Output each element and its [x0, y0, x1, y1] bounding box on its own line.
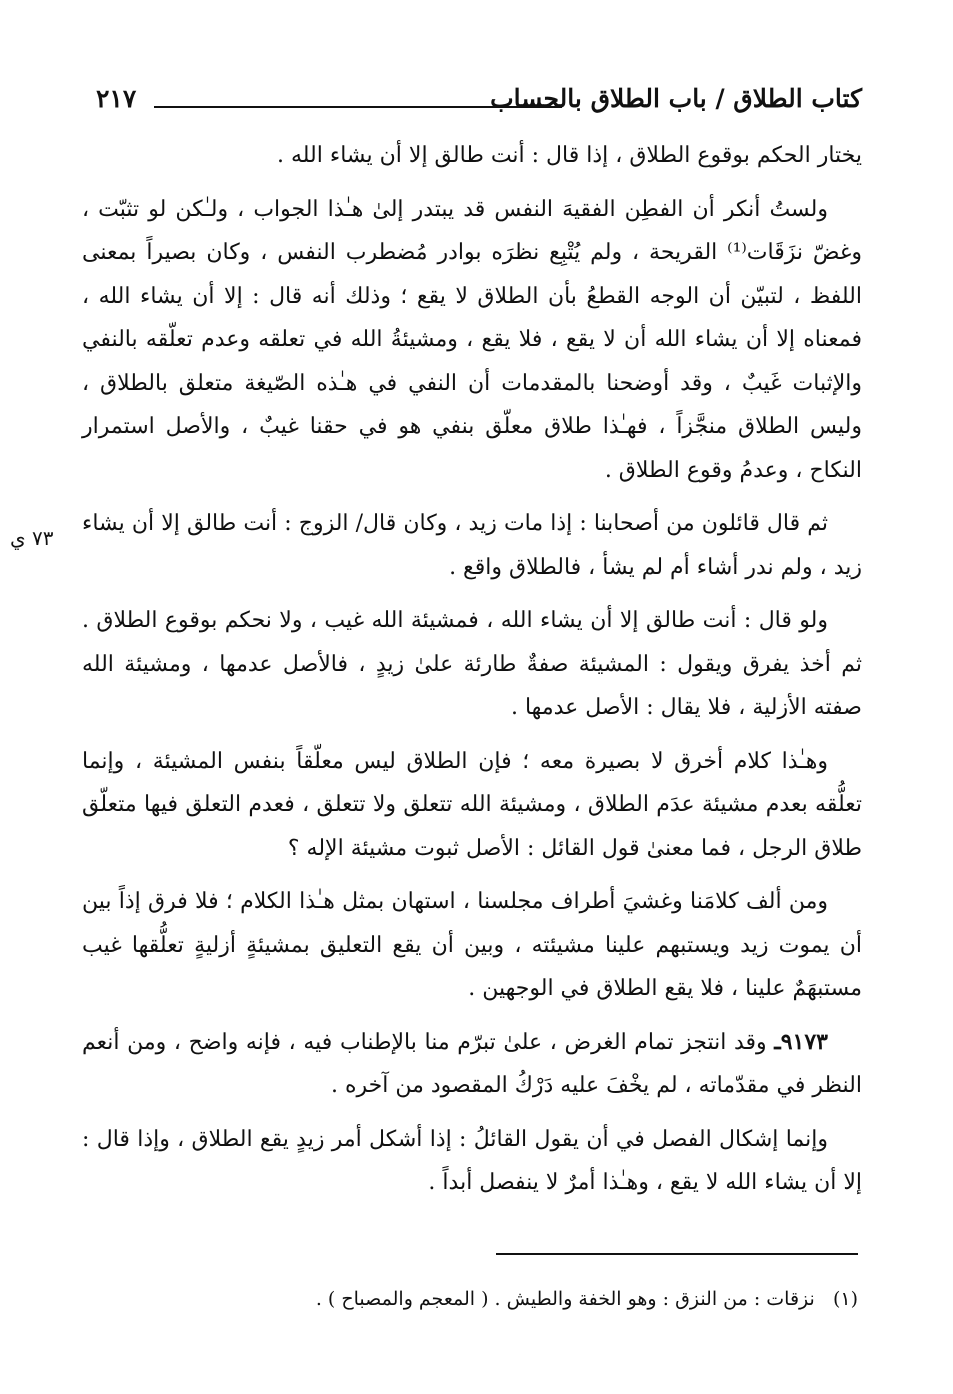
- paragraph: ولو قال : أنت طالق إلا أن يشاء الله ، فمشيئة الله غيب ، ولا نحكم بوقوع الطلاق . ثم أخذ يفرق ويقول : المشيئة صفةٌ طارئة علىٰ زيدٍ ، فالأصل عدمها ، ومشيئة الله صفته الأزلية ، فلا يقال : الأصل عدمها .: [82, 608, 862, 720]
- footnote-marker: (١): [832, 1288, 858, 1310]
- paragraph-text: وقد انتجز تمام الغرض ، علىٰ تبرّم منا بالإطناب فيه ، فإنه واضح ، ومن أنعم النظر في مقدّماته ، لم يخْفَ عليه دَرْكُ المقصود من آخره .: [82, 1029, 862, 1098]
- footnote: [78, 1285, 858, 1313]
- margin-marker: ٧٣ ي: [10, 526, 54, 550]
- paragraph-number: ٩١٧٣ـ: [774, 1028, 828, 1055]
- footnote-rule: [496, 1253, 858, 1255]
- paragraph: ومن ألف كلامَنا وغشيَ أطراف مجلسنا ، استهان بمثل هـٰذا الكلام ؛ فلا فرق إذاً بين أن يموت زيد ويستبهم علينا مشيئته ، وبين أن يقع التعليق بمشيئةٍ أزليةٍ تعلُّقها غيب مستبهَمٌ علينا ، فلا يقع الطلاق في الوجهين .: [82, 889, 863, 1001]
- main-text: [82, 134, 862, 1215]
- paragraph: وهـٰذا كلام أخرق لا بصيرة معه ؛ فإن الطلاق ليس معلّقاً بنفس المشيئة ، وإنما تعلُّقه بعدم مشيئة عدَم الطلاق ، ومشيئة الله تتعلق ولا تتعلق ، فعدم التعلق فيها متعلّق طلاق الرجل ، فما معنىٰ قول القائل : الأصل ثبوت مشيئة الإله ؟: [82, 748, 862, 861]
- paragraph: يختار الحكم بوقوع الطلاق ، إذا قال : أنت طالق إلا أن يشاء الله .: [276, 143, 862, 168]
- footnote-text: نزقات : من النزق : وهو الخفة والطيش . ( المعجم والمصباح ) .: [315, 1288, 815, 1310]
- header-rule: [154, 106, 562, 108]
- page-header: [96, 84, 862, 124]
- paragraph: ثم قال قائلون من أصحابنا : إذا مات زيد ، وكان قال/ الزوج : أنت طالق إلا أن يشاء زيد ، ولم ندر أشاء أم لم يشأ ، فالطلاق واقع .: [82, 511, 862, 580]
- header-title: كتاب الطلاق / باب الطلاق بالحساب: [490, 84, 862, 113]
- numbered-paragraph: [82, 1021, 862, 1108]
- page-number: ٢١٧: [96, 84, 137, 113]
- paragraph: وإنما إشكال الفصل في أن يقول القائلُ : إذا أشكل أمر زيدٍ يقع الطلاق ، وإذا قال : إلا أن يشاء الله لا يقع ، وهـٰذا أمرٌ لا ينفصل أبداً .: [82, 1126, 862, 1195]
- paragraph: ولستُ أنكر أن الفطِن الفقيهَ النفس قد يبتدر إلىٰ هـٰذا الجواب ، ولـٰكن لو تثبّت ، وغضّ نزَقَات⁽¹⁾ القريحة ، ولم يُتْبِع نظرَه بوادر مُضطرب النفس ، وكان بصيراً بمعنى اللفظ ، لتبيّن أن الوجه القطعُ بأن الطلاق لا يقع ؛ وذلك أنه قال : إلا أن يشاء الله ، فمعناه إلا أن يشاء الله أن لا يقع ، فلا يقع ، ومشيئةُ الله في تعلقه وعدم تعلّقه بالنفي والإثبات غَيبٌ ، وقد أوضحنا بالمقدمات أن النفي في هـٰذه الصّيغة متعلق بالطلاق ، وليس الطلاق منجَّزاً ، فهـٰذا طلاق معلّق بنفي هو في حقنا غيبٌ ، والأصل استمرار النكاح ، وعدمُ وقوع الطلاق .: [82, 196, 862, 483]
